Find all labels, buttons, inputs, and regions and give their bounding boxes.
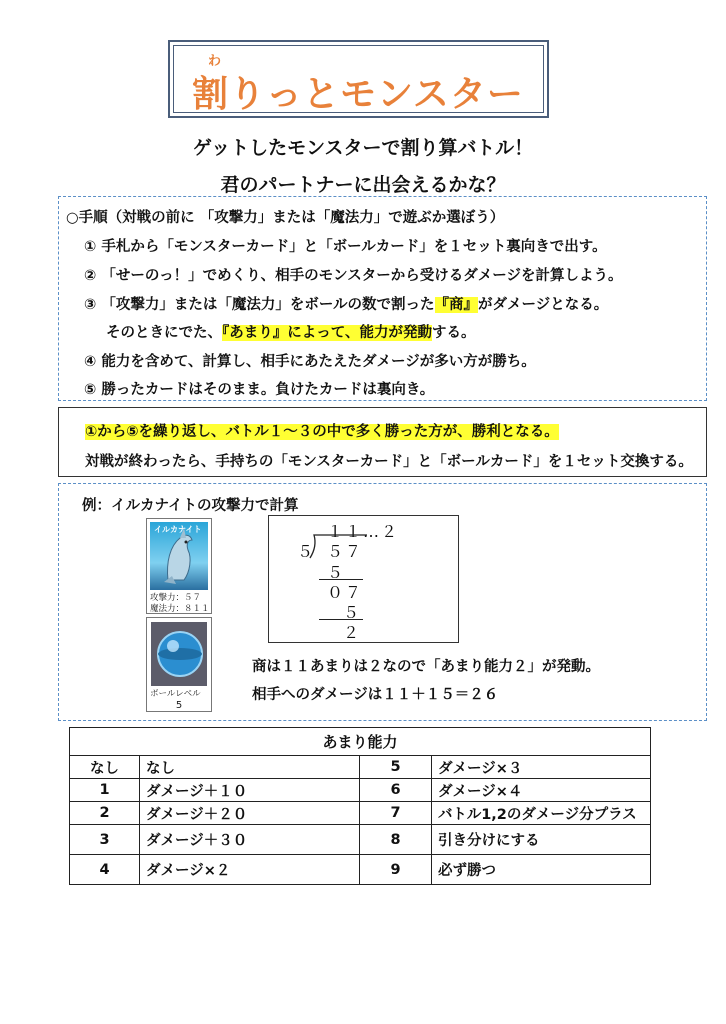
page-title: 割りっとモンスター — [192, 74, 524, 115]
step-3-cont-b: する。 — [431, 325, 476, 341]
step-3-quotient: 『商』 — [434, 297, 479, 313]
monster-card-name: イルカナイト — [154, 525, 202, 534]
example-heading: 例：イルカナイトの攻撃力で計算 — [82, 498, 299, 514]
step-3 — [84, 293, 608, 314]
table-row — [70, 825, 651, 855]
step-3-cont-a: そのときにでた、 — [106, 325, 222, 341]
division-step-1: ５ — [327, 563, 346, 582]
dolphin-knight-image — [150, 522, 208, 590]
table-cell: 4 — [70, 855, 140, 885]
ball-card-label: ボールレベル — [150, 689, 201, 699]
rules-line-1-text: ①から⑤を繰り返し、バトル１～３の中で多く勝った方が、勝利となる。 — [85, 424, 559, 440]
subtitle-line-1: ゲットしたモンスターで割り算バトル！ — [192, 137, 534, 159]
ball-card-image — [151, 622, 207, 686]
table-cell: なし — [140, 756, 360, 779]
rules-line-2: 対戦が終わったら、手持ちの「モンスターカード」と「ボールカード」を１セット交換する。 — [85, 454, 693, 470]
table-cell: 7 — [360, 802, 432, 825]
step-1: ① 手札から「モンスターカード」と「ボールカード」を１セット裏向きで出す。 — [84, 239, 607, 255]
table-cell: 2 — [70, 802, 140, 825]
table-row — [70, 756, 651, 779]
title-inner-frame — [173, 45, 544, 113]
table-cell: 3 — [70, 825, 140, 855]
table-cell: 6 — [360, 779, 432, 802]
monster-card — [146, 518, 212, 614]
table-cell: ダメージ＋３０ — [140, 825, 360, 855]
table-cell: なし — [70, 756, 140, 779]
title-ruby: わ — [208, 54, 222, 69]
table-cell: 9 — [360, 855, 432, 885]
table-cell: ダメージ×４ — [432, 779, 651, 802]
rules-line-1 — [85, 420, 559, 441]
table-cell: バトル1,2のダメージ分プラス — [432, 802, 651, 825]
step-3-text-b: がダメージとなる。 — [478, 297, 609, 313]
example-result-2: 相手へのダメージは１１＋１５＝２６ — [252, 687, 499, 703]
table-cell: ダメージ＋２０ — [140, 802, 360, 825]
table-cell: 5 — [360, 756, 432, 779]
division-step-3: ５ — [343, 603, 362, 622]
table-cell: ダメージ×３ — [432, 756, 651, 779]
procedure-heading: ○手順（対戦の前に 「攻撃力」または「魔法力」で遊ぶか選ぼう） — [66, 210, 505, 226]
example-result-1: 商は１１あまりは２なので「あまり能力２」が発動。 — [252, 659, 600, 675]
table-row — [70, 802, 651, 825]
step-3-continued — [106, 321, 475, 342]
table-cell: 1 — [70, 779, 140, 802]
table-cell: ダメージ×２ — [140, 855, 360, 885]
monster-card-magic: 魔法力：８１１ — [150, 604, 210, 614]
table-row — [70, 779, 651, 802]
step-2: ② 「せーのっ！」でめくり、相手のモンスターから受けるダメージを計算しよう。 — [84, 268, 623, 284]
ball-card-level: 5 — [175, 700, 183, 711]
division-quotient: １１…２ — [327, 522, 400, 541]
monster-card-attack: 攻撃力：５７ — [150, 593, 202, 603]
table-cell: 必ず勝つ — [432, 855, 651, 885]
division-step-2: ０７ — [327, 583, 364, 602]
title-frame — [168, 40, 549, 118]
division-remainder: ２ — [343, 623, 362, 642]
division-divisor: ５ — [297, 542, 316, 561]
step-3-remainder-ability: 『あまり』によって、能力が発動 — [222, 325, 432, 341]
ability-table — [69, 727, 651, 885]
table-cell: 引き分けにする — [432, 825, 651, 855]
step-5: ⑤ 勝ったカードはそのまま。負けたカードは裏向き。 — [84, 382, 435, 398]
step-4: ④ 能力を含めて、計算し、相手にあたえたダメージが多い方が勝ち。 — [84, 354, 536, 370]
ability-table-header: あまり能力 — [70, 728, 651, 756]
ability-table-header-row — [70, 728, 651, 756]
ball-card — [146, 617, 212, 712]
step-3-text-a: ③ 「攻撃力」または「魔法力」をボールの数で割った — [84, 297, 435, 313]
table-cell: ダメージ＋１０ — [140, 779, 360, 802]
ball-icon — [151, 622, 209, 686]
table-row — [70, 855, 651, 885]
subtitle-line-2: 君のパートナーに出会えるかな？ — [220, 174, 506, 196]
table-cell: 8 — [360, 825, 432, 855]
long-division-box — [268, 515, 459, 643]
division-dividend: ５７ — [327, 542, 364, 561]
